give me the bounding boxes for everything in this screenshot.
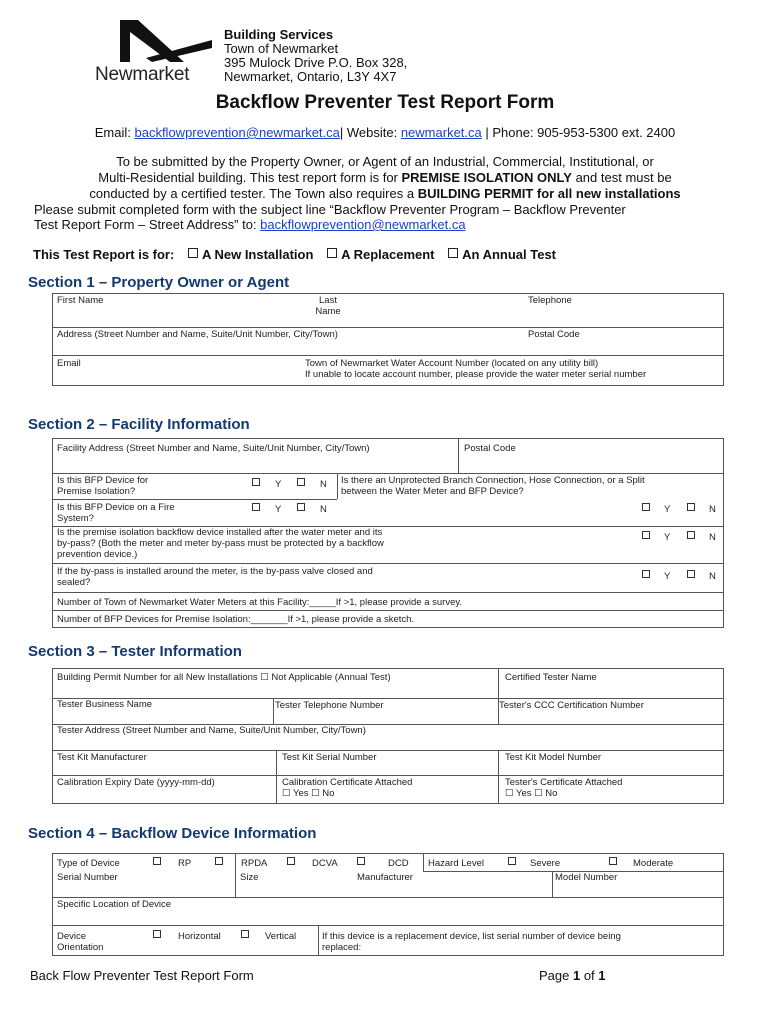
type-dcva-checkbox[interactable] — [287, 857, 295, 865]
q1-line-1: Is this BFP Device for — [57, 475, 149, 486]
annual-test-checkbox[interactable] — [448, 248, 458, 258]
q2-yes-label: Y — [664, 504, 671, 515]
email-label: Email: — [94, 125, 135, 140]
email-link[interactable]: backflowprevention@newmarket.ca — [134, 125, 340, 140]
intro-line-2 — [40, 170, 730, 186]
facility-address-field[interactable]: Facility Address (Street Number and Name, Suite/Unit Number, City/Town) — [57, 443, 370, 454]
replacement-line-1: If this device is a replacement device, list serial number of device being — [322, 931, 621, 942]
q1-no-checkbox[interactable] — [297, 478, 305, 486]
owner-email-field[interactable]: Email — [57, 358, 81, 369]
type-dcva-label: DCVA — [312, 858, 338, 869]
device-type-label: Type of Device — [57, 858, 120, 869]
new-installation-checkbox[interactable] — [188, 248, 198, 258]
section-4-title: Section 4 – Backflow Device Information — [28, 825, 317, 842]
ccc-certification-field[interactable]: Tester's CCC Certification Number — [499, 700, 644, 711]
submit-line-2a: Test Report Form – Street Address” to: — [34, 217, 261, 232]
q4-line-2: by-pass? (Both the meter and meter by-pass must be protected by a backflow — [57, 538, 384, 549]
annual-test-label: An Annual Test — [462, 247, 557, 262]
last-name-label-1: Last — [319, 295, 337, 306]
submit-line-1: Please submit completed form with the subject line “Backflow Preventer Program – Backflow Preventer — [34, 202, 626, 217]
q5-yes-label: Y — [664, 571, 671, 582]
q2-line-2: between the Water Meter and BFP Device? — [341, 486, 524, 497]
tester-cert-yes-no[interactable]: ☐ Yes ☐ No — [505, 788, 558, 799]
footer-page-number — [539, 968, 606, 983]
intro-line-2c: and test must be — [571, 170, 672, 185]
q1-no-label: N — [320, 479, 327, 490]
section-2-title: Section 2 – Facility Information — [28, 416, 250, 433]
website-link[interactable]: newmarket.ca — [400, 125, 482, 140]
calibration-expiry-field[interactable]: Calibration Expiry Date (yyyy-mm-dd) — [57, 777, 215, 788]
intro-line-3a: conducted by a certified tester. The Town also requires a — [89, 186, 418, 201]
q4-yes-label: Y — [664, 532, 671, 543]
kit-manufacturer-field[interactable]: Test Kit Manufacturer — [57, 752, 147, 763]
department-address — [224, 28, 407, 84]
telephone-field[interactable]: Telephone — [528, 295, 572, 306]
replacement-label: A Replacement — [341, 247, 435, 262]
q3-yes-label: Y — [275, 504, 282, 515]
hazard-moderate-checkbox[interactable] — [609, 857, 617, 865]
q4-line-3: prevention device.) — [57, 549, 138, 560]
department-name: Building Services — [224, 27, 334, 42]
intro-line-3-bold: BUILDING PERMIT for all new installations — [417, 186, 681, 201]
type-dcd-label: DCD — [388, 858, 409, 869]
tester-business-field[interactable]: Tester Business Name — [57, 699, 153, 710]
submit-line-2 — [34, 217, 734, 232]
device-orientation-label — [57, 931, 103, 953]
intro-line-2-bold: PREMISE ISOLATION ONLY — [401, 170, 572, 185]
hazard-severe-checkbox[interactable] — [508, 857, 516, 865]
q2-no-label: N — [709, 504, 716, 515]
q1-line-2: Premise Isolation? — [57, 486, 136, 497]
type-rpda-checkbox[interactable] — [215, 857, 223, 865]
device-model-field[interactable]: Model Number — [555, 872, 618, 883]
orientation-vertical-checkbox[interactable] — [241, 930, 249, 938]
type-rp-checkbox[interactable] — [153, 857, 161, 865]
section-1-title: Section 1 – Property Owner or Agent — [28, 274, 290, 291]
replaced-serial-field[interactable] — [322, 931, 621, 953]
intro-paragraph — [40, 154, 730, 202]
device-size-field[interactable]: Size — [240, 872, 259, 883]
first-name-field[interactable]: First Name — [57, 295, 104, 306]
premise-isolation-question — [57, 475, 148, 497]
q4-line-1: Is the premise isolation backflow device installed after the water meter and its — [57, 527, 383, 538]
new-installation-label: A New Installation — [201, 247, 314, 262]
kit-model-field[interactable]: Test Kit Model Number — [505, 752, 602, 763]
calibration-cert-label: Calibration Certificate Attached — [282, 777, 413, 788]
website-label: | Website: — [339, 125, 401, 140]
page-current: 1 — [572, 968, 581, 983]
tester-telephone-field[interactable]: Tester Telephone Number — [275, 700, 384, 711]
q4-no-label: N — [709, 532, 716, 543]
replacement-line-2: replaced: — [322, 942, 362, 953]
water-account-label-1: Town of Newmarket Water Account Number (located on any utility bill) — [305, 358, 599, 369]
water-meters-count-field[interactable]: Number of Town of Newmarket Water Meters at this Facility:_____If >1, please provide a survey. — [57, 597, 463, 608]
certified-tester-name-field[interactable]: Certified Tester Name — [505, 672, 597, 683]
q4-yes-checkbox[interactable] — [642, 531, 650, 539]
submit-email-link[interactable]: backflowprevention@newmarket.ca — [260, 217, 466, 232]
town-name: Town of Newmarket — [224, 41, 339, 56]
q4-no-checkbox[interactable] — [687, 531, 695, 539]
report-type-row — [33, 247, 556, 262]
hazard-moderate-label: Moderate — [633, 858, 674, 869]
bypass-protection-question — [57, 527, 384, 560]
report-type-label: This Test Report is for: — [33, 247, 175, 262]
replacement-checkbox[interactable] — [327, 248, 337, 258]
submit-instructions — [34, 202, 734, 232]
intro-line-2a: Multi-Residential building. This test report form is for — [98, 170, 402, 185]
type-dcd-checkbox[interactable] — [357, 857, 365, 865]
owner-postal-field[interactable]: Postal Code — [528, 329, 580, 340]
q2-no-checkbox[interactable] — [687, 503, 695, 511]
device-serial-field[interactable]: Serial Number — [57, 872, 118, 883]
page-title: Backflow Preventer Test Report Form — [215, 92, 555, 113]
section-3-title: Section 3 – Tester Information — [28, 643, 242, 660]
intro-line-1: To be submitted by the Property Owner, or Agent of an Industrial, Commercial, Institutional, or — [116, 154, 654, 169]
address-line-2: Newmarket, Ontario, L3Y 4X7 — [224, 69, 397, 84]
q5-yes-checkbox[interactable] — [642, 570, 650, 578]
branch-connection-question — [341, 475, 645, 497]
tester-cert-label: Tester's Certificate Attached — [505, 777, 623, 788]
intro-line-3 — [40, 186, 730, 202]
q3-yes-checkbox[interactable] — [252, 503, 260, 511]
q2-line-1: Is there an Unprotected Branch Connection, Hose Connection, or a Split — [341, 475, 645, 486]
water-account-label-2: If unable to locate account number, please provide the water meter serial number — [305, 369, 647, 380]
newmarket-logo-icon — [94, 18, 216, 68]
q1-yes-checkbox[interactable] — [252, 478, 260, 486]
last-name-label-2: Name — [315, 306, 341, 317]
orientation-label-1: Device — [57, 931, 87, 942]
building-permit-field[interactable]: Building Permit Number for all New Installations ☐ Not Applicable (Annual Test) — [57, 672, 391, 683]
q3-line-1: Is this BFP Device on a Fire — [57, 502, 175, 513]
footer-form-name: Back Flow Preventer Test Report Form — [30, 968, 254, 983]
calibration-cert-yes-no[interactable]: ☐ Yes ☐ No — [282, 788, 335, 799]
orientation-vertical-label: Vertical — [265, 931, 297, 942]
type-rpda-label: RPDA — [241, 858, 268, 869]
page-total: 1 — [598, 968, 606, 983]
address-line-1: 395 Mulock Drive P.O. Box 328, — [224, 55, 408, 70]
device-manufacturer-field[interactable]: Manufacturer — [357, 872, 413, 883]
orientation-horizontal-checkbox[interactable] — [153, 930, 161, 938]
q1-yes-label: Y — [275, 479, 282, 490]
hazard-severe-label: Severe — [530, 858, 561, 869]
facility-postal-field[interactable]: Postal Code — [464, 443, 516, 454]
hazard-level-label: Hazard Level — [428, 858, 484, 869]
bfp-devices-count-field[interactable]: Number of BFP Devices for Premise Isolation:_______If >1, please provide a sketch. — [57, 614, 415, 625]
tester-address-field[interactable]: Tester Address (Street Number and Name, Suite/Unit Number, City/Town) — [57, 725, 366, 736]
bypass-valve-question — [57, 566, 373, 588]
q3-no-checkbox[interactable] — [297, 503, 305, 511]
calibration-cert-field[interactable] — [282, 777, 412, 799]
orientation-horizontal-label: Horizontal — [178, 931, 221, 942]
page-prefix: Page — [539, 968, 573, 983]
type-rp-label: RP — [178, 858, 192, 869]
orientation-label-2: Orientation — [57, 942, 104, 953]
q3-line-2: System? — [57, 513, 94, 524]
contact-line — [0, 125, 770, 140]
device-location-field[interactable]: Specific Location of Device — [57, 899, 172, 910]
kit-serial-field[interactable]: Test Kit Serial Number — [282, 752, 377, 763]
phone-text: | Phone: 905-953-5300 ext. 2400 — [481, 125, 676, 140]
owner-address-field[interactable]: Address (Street Number and Name, Suite/Unit Number, City/Town) — [57, 329, 338, 340]
water-account-field[interactable] — [305, 358, 646, 380]
q3-no-label: N — [320, 504, 327, 515]
logo-wordmark: Newmarket — [95, 64, 190, 85]
q2-yes-checkbox[interactable] — [642, 503, 650, 511]
q5-line-2: sealed? — [57, 577, 91, 588]
q5-no-label: N — [709, 571, 716, 582]
tester-cert-field[interactable] — [505, 777, 622, 799]
fire-system-question — [57, 502, 175, 524]
q5-no-checkbox[interactable] — [687, 570, 695, 578]
last-name-field[interactable] — [300, 295, 356, 317]
page-of: of — [580, 968, 599, 983]
q5-line-1: If the by-pass is installed around the meter, is the by-pass valve closed and — [57, 566, 373, 577]
